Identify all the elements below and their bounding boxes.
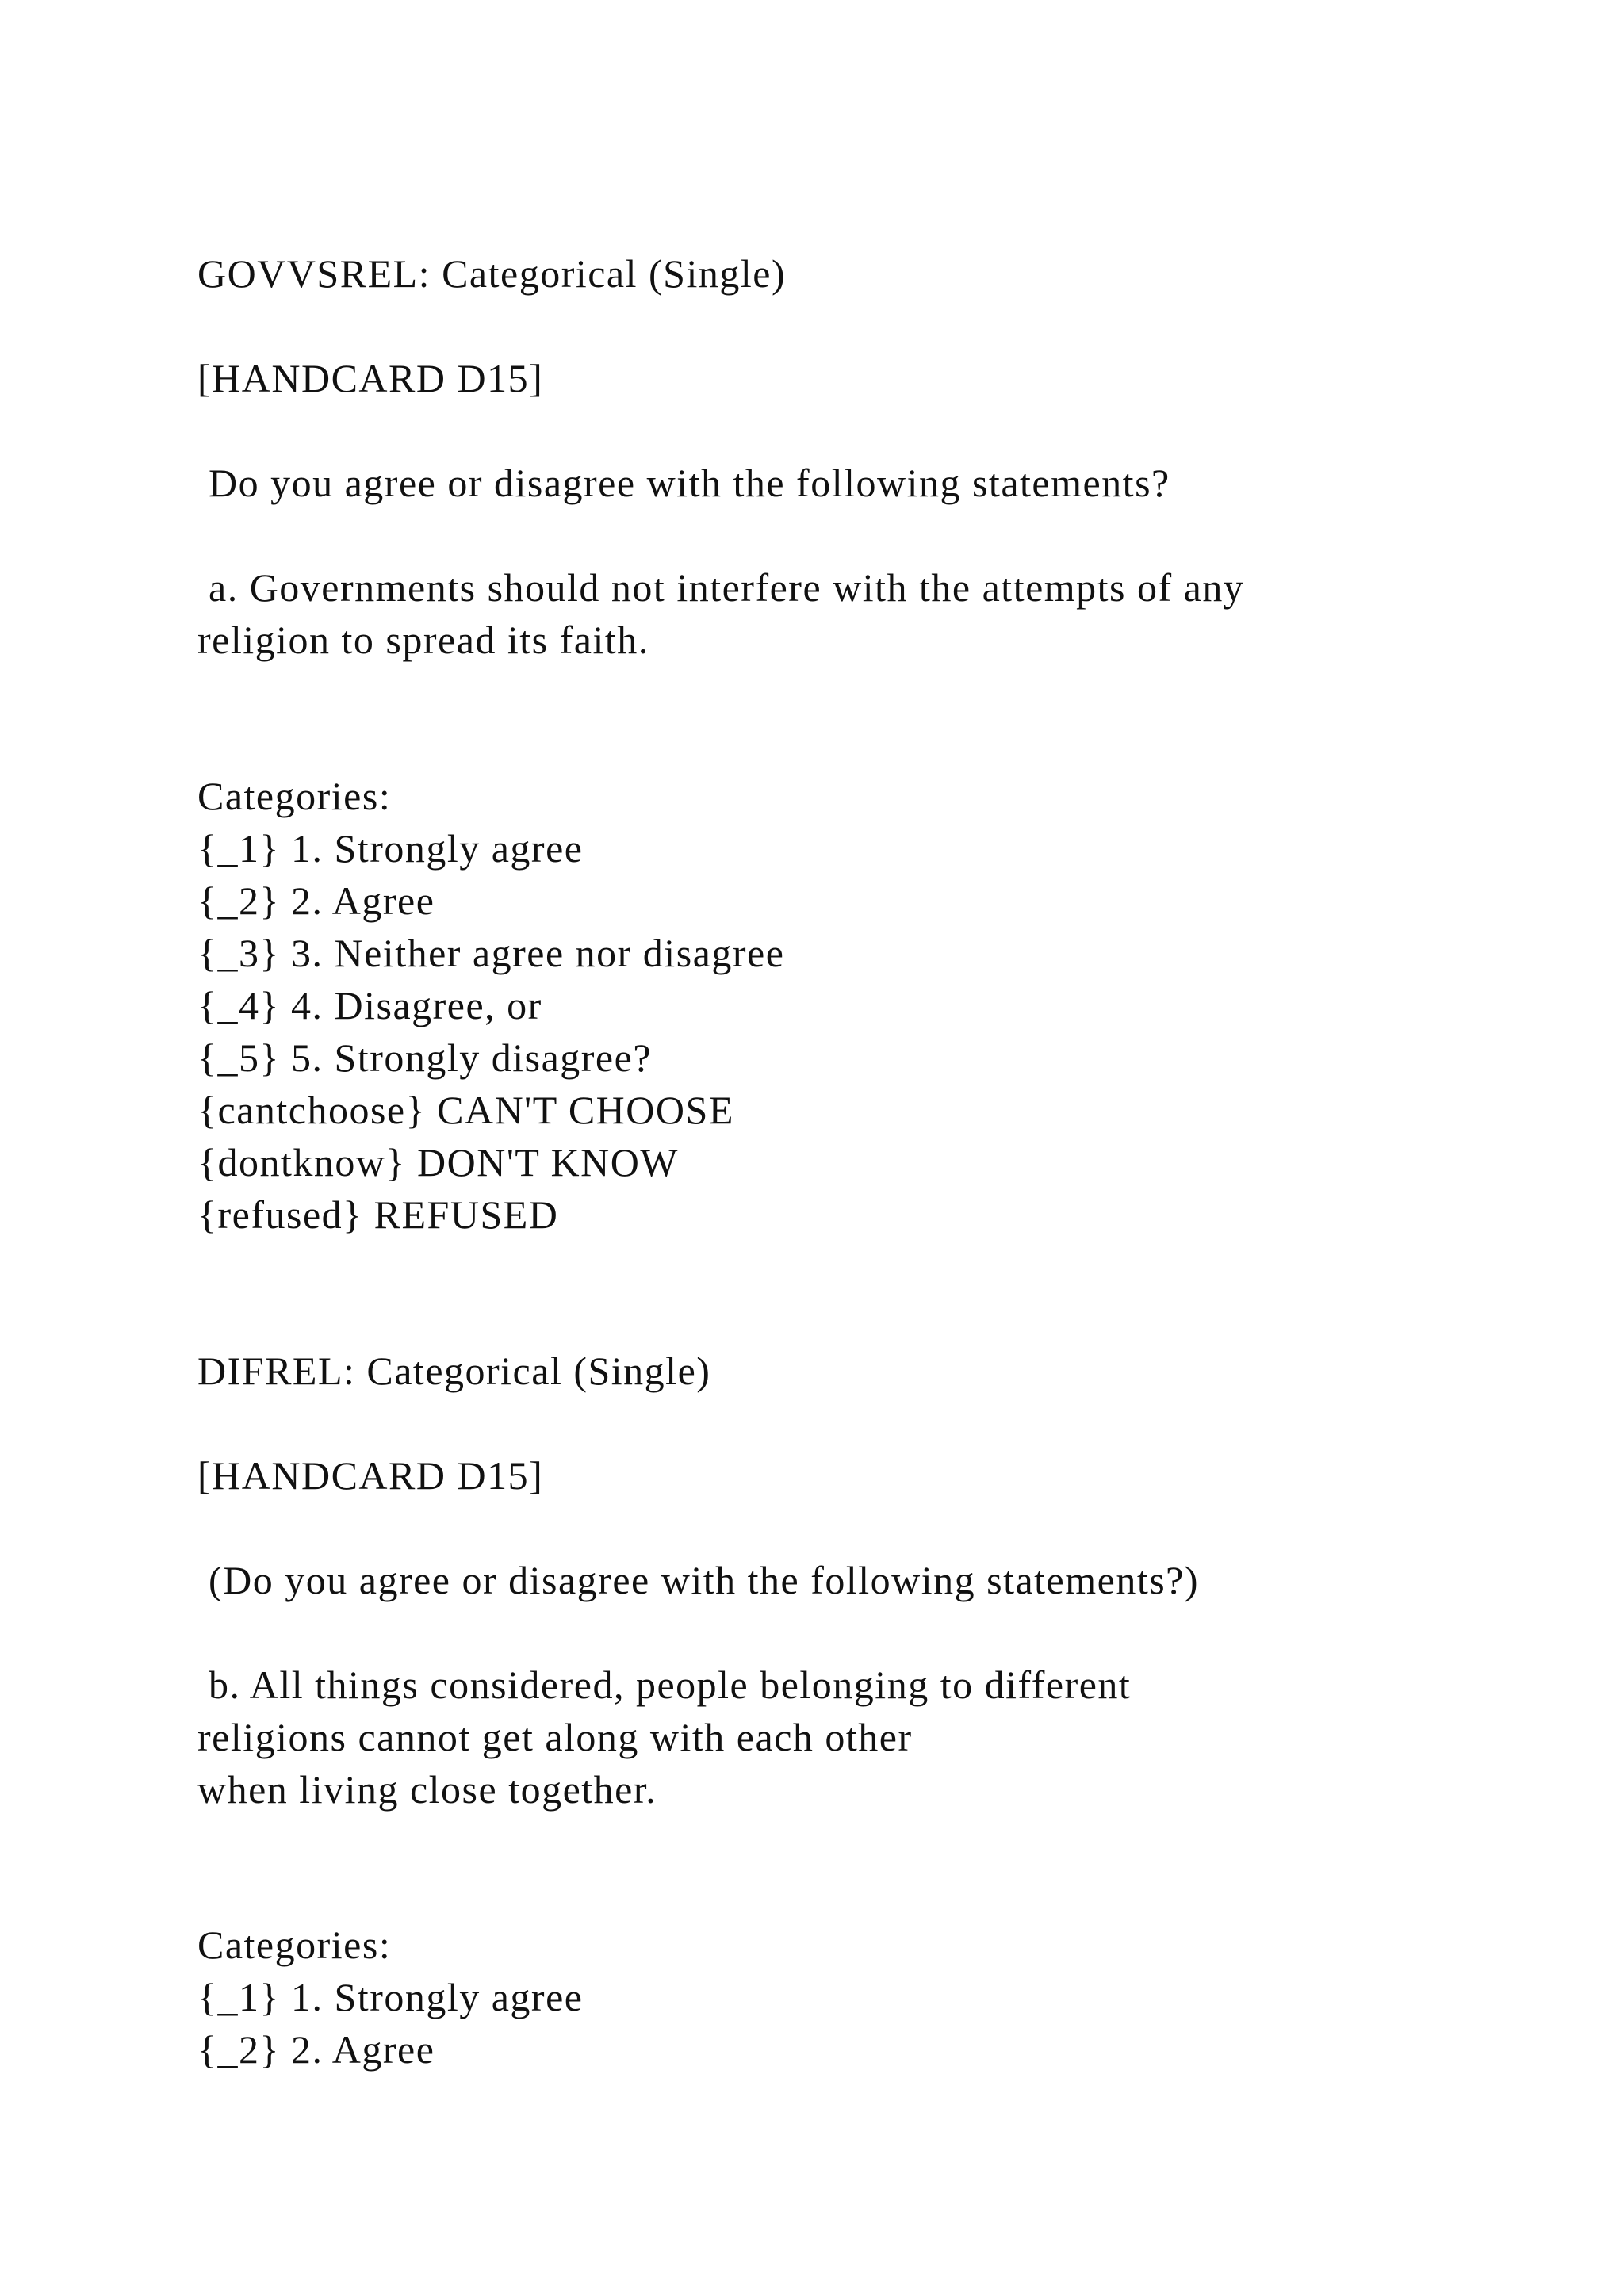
category-item: {_1} 1. Strongly agree [197,1975,584,2019]
category-item: {_5} 5. Strongly disagree? [197,1035,653,1080]
category-item: {_4} 4. Disagree, or [197,983,542,1027]
category-item: {_3} 3. Neither agree nor disagree [197,931,785,975]
categories-label: Categories: [197,1923,392,1967]
category-item: {_2} 2. Agree [197,878,435,923]
statement-line: when living close together. [197,1767,657,1812]
categories-label: Categories: [197,774,392,818]
statement-line: religions cannot get along with each other [197,1715,913,1759]
handcard-label: [HANDCARD D15] [197,356,544,400]
category-item: {_2} 2. Agree [197,2027,435,2072]
question-header: DIFREL: Categorical (Single) [197,1349,711,1393]
category-item: {_1} 1. Strongly agree [197,826,584,871]
statement-line: a. Governments should not interfere with the attempts of any [197,565,1245,610]
handcard-label: [HANDCARD D15] [197,1453,544,1498]
statement-line: b. All things considered, people belonging to different [197,1663,1132,1707]
question-prompt: (Do you agree or disagree with the following statements?) [197,1558,1200,1602]
category-item: {dontknow} DON'T KNOW [197,1140,679,1184]
category-item: {refused} REFUSED [197,1192,559,1237]
category-item: {cantchoose} CAN'T CHOOSE [197,1088,734,1132]
question-header: GOVVSREL: Categorical (Single) [197,251,787,296]
question-prompt: Do you agree or disagree with the following statements? [197,461,1170,505]
statement-line: religion to spread its faith. [197,618,649,662]
